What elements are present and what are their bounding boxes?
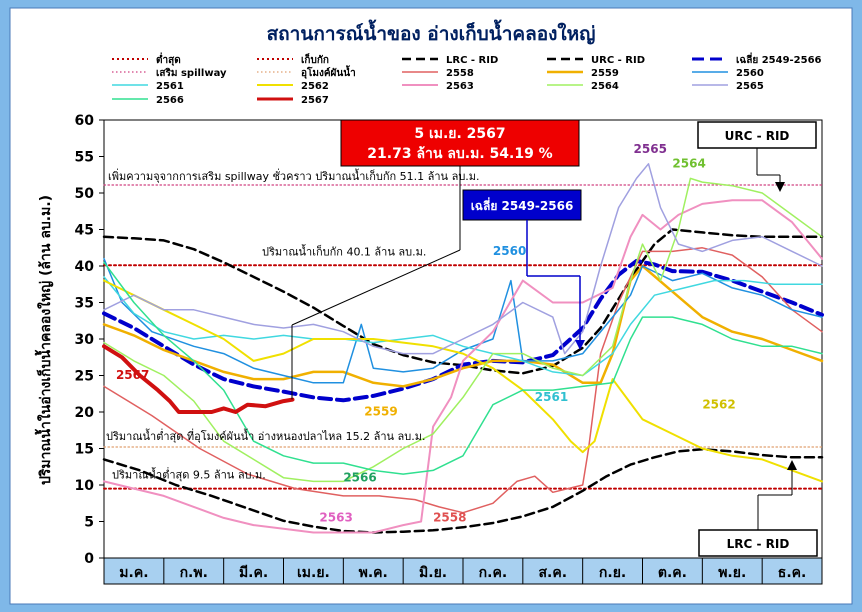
year-label-2561: 2561 xyxy=(534,390,569,405)
legend-label: 2560 xyxy=(736,68,764,79)
year-label-2563: 2563 xyxy=(319,510,353,525)
month-label: ส.ค. xyxy=(538,565,568,581)
legend-label: เสริม spillway xyxy=(156,68,227,79)
legend-label: 2564 xyxy=(591,81,619,92)
year-label-2558: 2558 xyxy=(433,510,467,525)
year-label-2566: 2566 xyxy=(343,470,377,485)
year-label-2559: 2559 xyxy=(364,404,398,419)
chart-title: สถานการณ์น้ำของ อ่างเก็บน้ำคลองใหญ่ xyxy=(266,23,596,45)
month-label: มี.ค. xyxy=(238,565,269,581)
legend-label: 2558 xyxy=(446,68,474,79)
legend-label: อุโมงค์ผันน้ำ xyxy=(301,68,356,79)
legend-label: 2563 xyxy=(446,81,474,92)
y-tick-label: 0 xyxy=(84,551,94,567)
month-label: ก.ย. xyxy=(598,565,627,581)
y-tick-label: 20 xyxy=(74,405,94,421)
y-tick-label: 45 xyxy=(74,222,94,239)
month-label: ม.ค. xyxy=(119,565,149,581)
month-label: พ.ย. xyxy=(718,565,747,581)
y-tick-label: 35 xyxy=(74,295,94,312)
month-label: ก.พ. xyxy=(179,565,208,581)
legend-label: ต่ำสุด xyxy=(156,55,181,66)
y-tick-label: 40 xyxy=(74,259,94,275)
y-tick-label: 15 xyxy=(74,441,94,458)
month-label: พ.ค. xyxy=(358,565,388,581)
x-axis-months xyxy=(104,558,822,584)
legend-label: URC - RID xyxy=(591,55,645,66)
y-tick-label: 25 xyxy=(74,368,94,385)
legend-label: 2565 xyxy=(736,81,764,92)
legend-label: เก็บกัก xyxy=(301,55,329,66)
year-label-2564: 2564 xyxy=(672,156,706,171)
y-tick-label: 5 xyxy=(84,514,94,531)
capacity-note: ปริมาณน้ำเก็บกัก 40.1 ล้าน ลบ.ม. xyxy=(262,245,427,259)
urc-label: URC - RID xyxy=(724,129,790,143)
year-label-2565: 2565 xyxy=(633,141,667,156)
month-label: ธ.ค. xyxy=(777,565,807,581)
month-label: มิ.ย. xyxy=(419,565,448,581)
legend-label: 2562 xyxy=(301,81,329,92)
y-axis-label: ปริมาณน้ำในอ่างเก็บน้ำคลองใหญ่ (ล้าน ลบ.ม.) xyxy=(38,194,54,486)
year-label-2567: 2567 xyxy=(115,368,150,383)
year-label-2562: 2562 xyxy=(702,397,736,412)
tunnel-note: ปริมาณน้ำต่ำสุด ที่อุโมงค์ผันน้ำ อ่างหนองปลาไหล 15.2 ล้าน ลบ.ม. xyxy=(106,430,426,444)
year-label-2560: 2560 xyxy=(492,244,527,259)
legend-label: 2561 xyxy=(156,81,184,92)
lrc-label: LRC - RID xyxy=(726,537,790,551)
y-tick-label: 10 xyxy=(74,478,94,494)
month-label: ต.ค. xyxy=(657,565,687,581)
average-label: เฉลี่ย 2549-2566 xyxy=(470,199,574,213)
y-tick-label: 50 xyxy=(74,186,94,202)
spillway-note: เพิ่มความจุจากการเสริม spillway ชั่วคราว ปริมาณน้ำเก็บกัก 51.1 ล้าน ลบ.ม. xyxy=(108,169,480,183)
legend-label: 2567 xyxy=(301,95,329,106)
y-tick-label: 30 xyxy=(74,332,94,348)
legend-label: เฉลี่ย 2549-2566 xyxy=(736,55,822,66)
y-tick-label: 60 xyxy=(74,113,94,129)
min-level-note: ปริมาณน้ำต่ำสุด 9.5 ล้าน ลบ.ม. xyxy=(112,468,266,482)
month-label: ก.ค. xyxy=(478,565,508,581)
month-label: เม.ย. xyxy=(296,565,330,581)
y-tick-label: 55 xyxy=(74,149,94,166)
legend-label: 2566 xyxy=(156,95,184,106)
current-date: 5 เม.ย. 2567 xyxy=(414,126,506,142)
current-value: 21.73 ล้าน ลบ.ม. 54.19 % xyxy=(367,146,553,162)
legend-label: 2559 xyxy=(591,68,619,79)
legend-label: LRC - RID xyxy=(446,55,499,66)
